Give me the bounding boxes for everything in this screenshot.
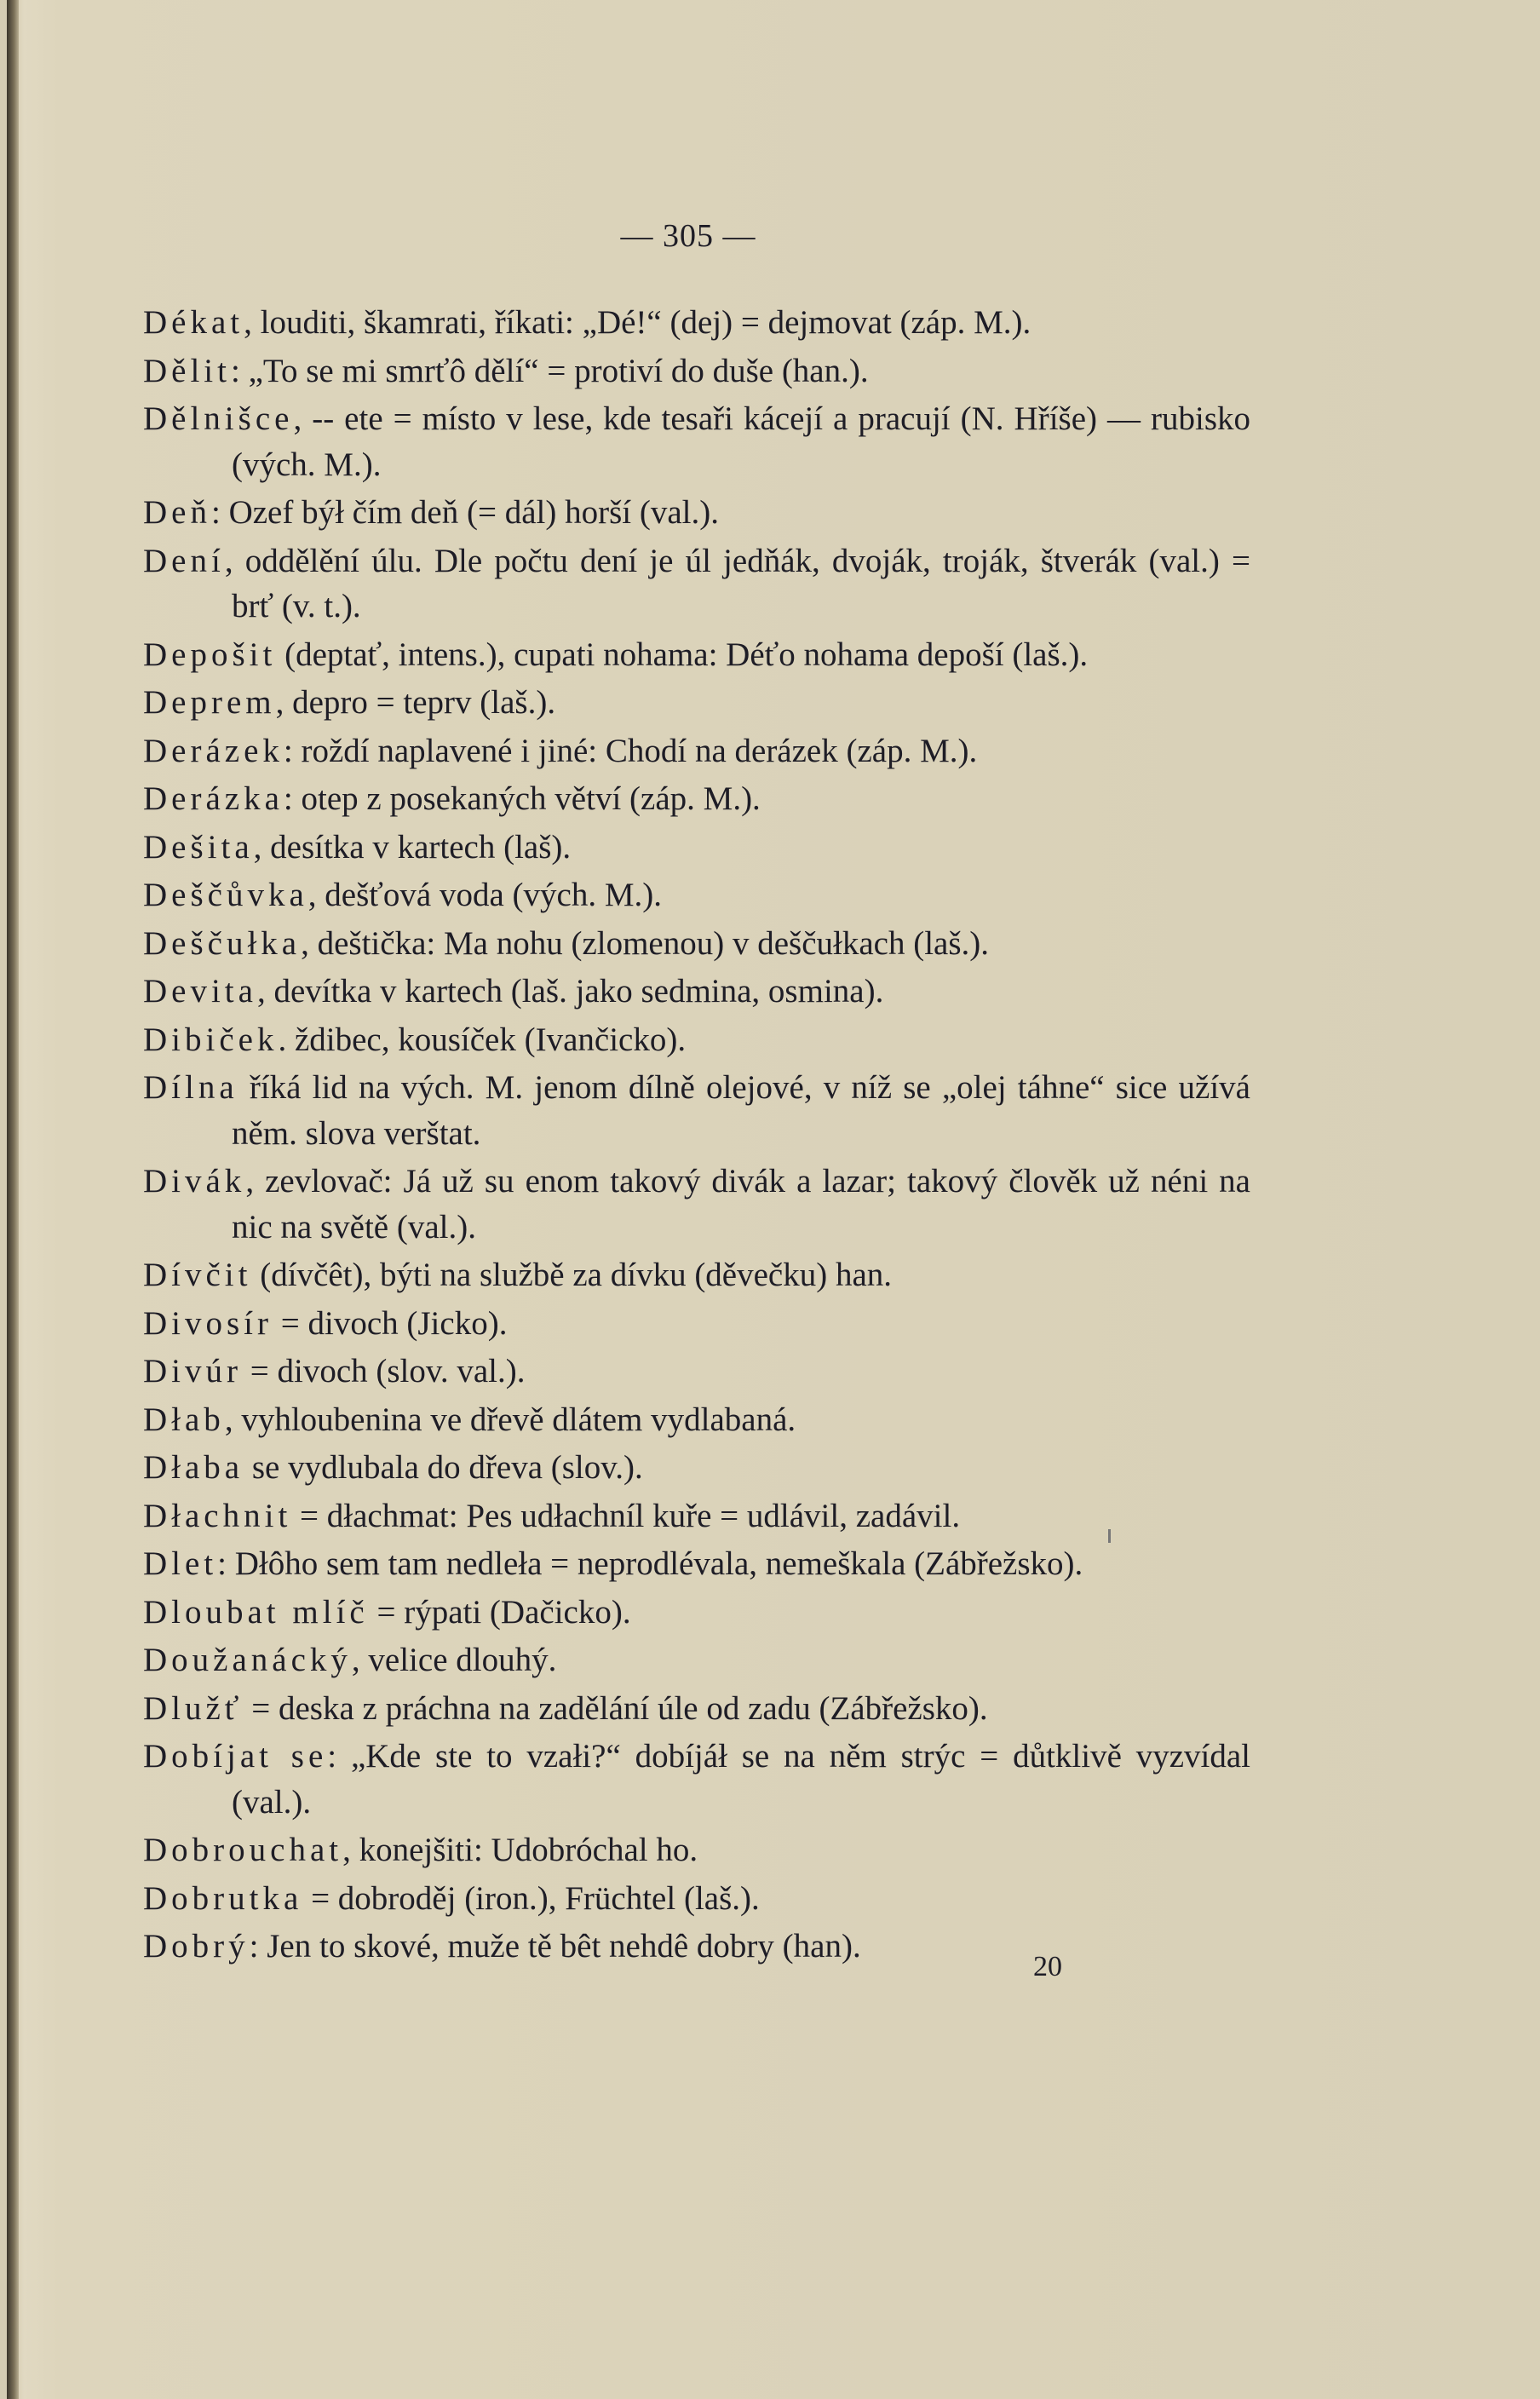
dictionary-entry — [143, 1686, 1250, 1732]
entry-text: = rýpati (Dačicko). — [368, 1593, 631, 1631]
dictionary-entry — [143, 396, 1250, 487]
entry-text: , zevlovač: Já už su enom takový divák a lazar; takový člověk už néni na nic na světě (val.). — [232, 1163, 1250, 1246]
book-page — [7, 0, 1540, 2399]
entry-text: , vyhloubenina ve dřevě dlátem vydlabaná. — [224, 1401, 796, 1438]
entry-text: se vydlubala do dřeva (slov.). — [244, 1449, 643, 1486]
entry-headword: Derázek — [143, 732, 284, 769]
entry-text: = divoch (slov. val.). — [242, 1353, 526, 1389]
entry-headword: Deščułka — [143, 924, 302, 962]
entry-text: , devítka v kartech (laš. jako sedmina, osmina). — [256, 973, 884, 1010]
dictionary-entry — [143, 1637, 1250, 1683]
entry-headword: Dloubat mlíč — [143, 1593, 369, 1631]
entry-headword: Dłaba — [143, 1449, 244, 1486]
entry-text: : otep z posekaných větví (záp. M.). — [283, 780, 761, 817]
dictionary-entry — [143, 490, 1250, 536]
entry-headword: Dłachnit — [143, 1497, 292, 1534]
entry-text: : „Kde ste to vzałi?“ dobíjáł se na něm strýc = důtklivě vyzvídal (val.). — [232, 1738, 1250, 1821]
entry-headword: Dešita — [143, 828, 254, 866]
dictionary-entry — [143, 969, 1250, 1015]
entry-text: , oddělění úlu. Dle počtu dení je úl jedňák, dvoják, troják, štverák (val.) = brť (v. t.). — [224, 542, 1250, 624]
entry-text: , konejšiti: Udobróchal ho. — [342, 1832, 698, 1868]
entry-text: : „To se mi smrťô dělí“ = protiví do duše (han.). — [230, 352, 869, 389]
entry-headword: Deň — [143, 494, 211, 531]
page-binding — [7, 0, 19, 2399]
entry-text: (dívčêt), býti na službě za dívku (děvečku) han. — [251, 1257, 893, 1293]
entry-text: , louditi, škamrati, říkati: „Dé!“ (dej) = dejmovat (záp. M.). — [244, 304, 1031, 341]
dictionary-entry — [143, 1493, 1250, 1539]
dictionary-entry — [143, 680, 1250, 726]
dictionary-entry — [143, 1252, 1250, 1298]
entry-text: , deštička: Ma nohu (zlomenou) v deščułkach (laš.). — [301, 924, 990, 962]
dictionary-entry — [143, 1017, 1250, 1063]
entry-headword: Divosír — [143, 1304, 273, 1342]
page-number: — 305 — — [620, 218, 756, 254]
entry-text: . ždibec, kousíček (Ivančicko). — [278, 1021, 687, 1058]
entry-text: = dobroděj (iron.), Früchtel (laš.). — [302, 1879, 760, 1917]
entry-text: : Dłôho sem tam nedleła = neprodlévala, nemeškala (Zábřežsko). — [217, 1545, 1083, 1582]
dictionary-entry — [143, 1876, 1250, 1922]
entry-headword: Dělnišce — [143, 400, 294, 437]
entry-headword: Doužanácký — [143, 1642, 352, 1678]
entry-headword: Dílna — [143, 1069, 238, 1106]
entry-headword: Dobrutka — [143, 1879, 303, 1917]
entry-headword: Deščůvka — [143, 877, 308, 913]
dictionary-entry — [143, 1541, 1250, 1587]
entry-headword: Derázka — [143, 780, 284, 817]
entry-headword: Dělit — [143, 352, 231, 389]
dictionary-entry — [143, 348, 1250, 394]
entry-text: říká lid na vých. M. jenom dílně olejové, v níž se „olej táhne“ sice užívá něm. slova verštat. — [232, 1069, 1250, 1152]
entry-text: , -- ete = místo v lese, kde tesaři kácejí a pracují (N. Hříše) — rubisko (vých. M.). — [232, 400, 1250, 483]
entry-headword: Dení — [143, 542, 225, 579]
entry-headword: Dívčit — [143, 1257, 252, 1293]
dictionary-entry — [143, 1301, 1250, 1347]
entry-headword: Dobrouchat — [143, 1832, 343, 1868]
entry-text: : Jen to skové, muže tě bêt nehdê dobry (han). — [249, 1928, 861, 1965]
entry-headword: Deprem — [143, 684, 276, 721]
entry-text: , desítka v kartech (laš). — [253, 828, 572, 866]
entry-text: : roždí naplavené i jiné: Chodí na derázek (záp. M.). — [283, 732, 978, 769]
dictionary-entry — [143, 538, 1250, 630]
dictionary-entry — [143, 1734, 1250, 1825]
entry-headword: Divúr — [143, 1353, 242, 1389]
entry-headword: Divák — [143, 1163, 246, 1200]
dictionary-entries — [143, 300, 1250, 1972]
entry-text: (deptať, intens.), cupati nohama: Déťo nohama depoší (laš.). — [276, 636, 1089, 673]
dictionary-entry — [143, 1159, 1250, 1250]
entry-text: = divoch (Jicko). — [273, 1304, 508, 1342]
dictionary-entry — [143, 1590, 1250, 1636]
entry-text: , depro = teprv (laš.). — [275, 684, 556, 721]
dictionary-entry — [143, 776, 1250, 822]
dictionary-entry — [143, 1065, 1250, 1156]
dictionary-entry — [143, 1827, 1250, 1873]
ink-speck — [1108, 1529, 1111, 1543]
dictionary-entry — [143, 1397, 1250, 1443]
entry-headword: Dobrý — [143, 1928, 250, 1965]
entry-headword: Dlužť — [143, 1689, 244, 1727]
dictionary-entry — [143, 1349, 1250, 1395]
dictionary-entry — [143, 872, 1250, 918]
entry-text: = deska z práchna na zadělání úle od zadu (Zábřežsko). — [243, 1689, 988, 1727]
signature-mark: 20 — [1033, 1951, 1062, 1982]
entry-text: , dešťová voda (vých. M.). — [307, 877, 663, 913]
entry-headword: Dobíjat se — [143, 1738, 328, 1775]
dictionary-entry — [143, 632, 1250, 678]
dictionary-entry — [143, 1445, 1250, 1491]
entry-headword: Depošit — [143, 636, 277, 673]
dictionary-entry — [143, 728, 1250, 774]
entry-headword: Dłab — [143, 1401, 225, 1438]
dictionary-entry — [143, 825, 1250, 871]
entry-headword: Devita — [143, 973, 257, 1010]
entry-text: = dłachmat: Pes udłachníl kuře = udlávil, zadávil. — [291, 1497, 961, 1534]
dictionary-entry — [143, 1924, 1250, 1970]
entry-text: , velice dlouhý. — [351, 1642, 557, 1678]
entry-headword: Dlet — [143, 1545, 218, 1582]
dictionary-entry — [143, 300, 1250, 346]
entry-headword: Dibiček — [143, 1021, 279, 1058]
entry-headword: Dékat — [143, 304, 244, 341]
entry-text: : Ozef býł čím deň (= dál) horší (val.). — [210, 494, 719, 531]
dictionary-entry — [143, 921, 1250, 967]
